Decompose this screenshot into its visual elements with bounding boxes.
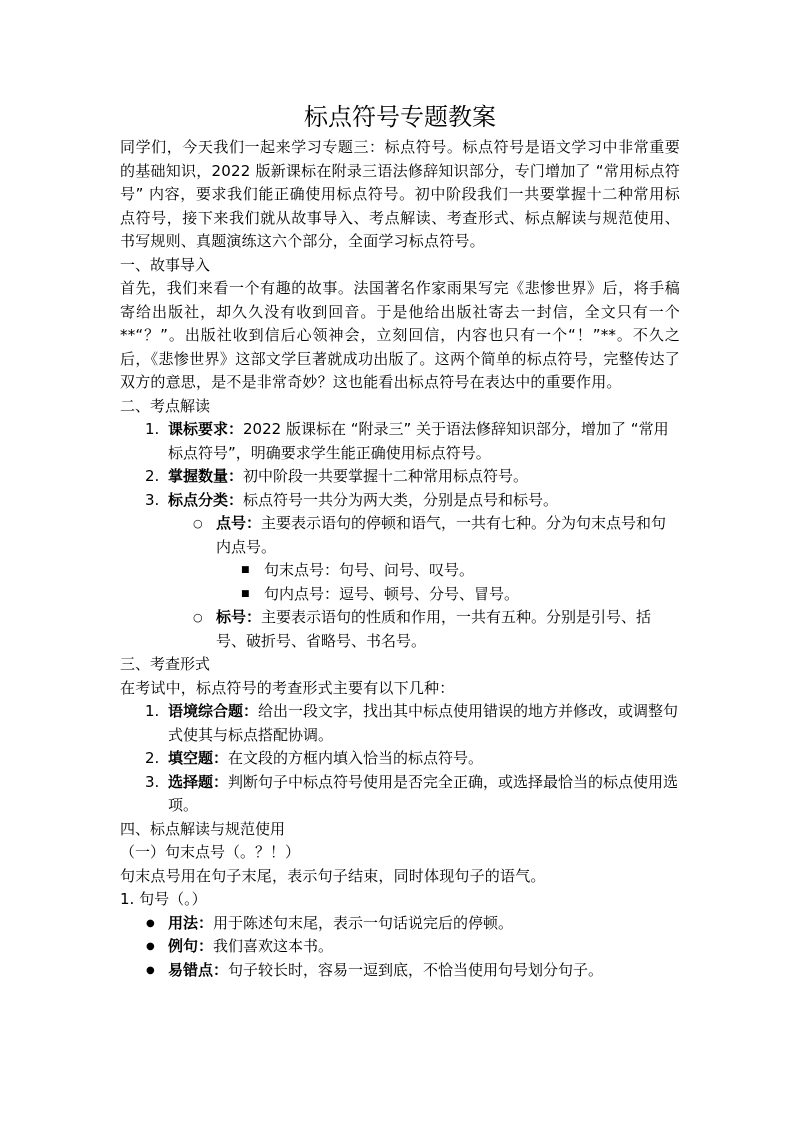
dot-bullet-icon: ● — [146, 917, 155, 929]
item-label: 用法： — [168, 913, 214, 932]
item-label: 易错点： — [168, 960, 229, 979]
item-text: 判断句子中标点符号使用是否完全正确，或选择最恰当的标点使用选项。 — [168, 772, 679, 814]
circle-bullet-icon: ○ — [193, 611, 203, 624]
item-text: 给出一段文字，找出其中标点使用错误的地方并修改，或调整句式使其与标点搭配协调。 — [168, 702, 679, 744]
item-label: 填空题： — [168, 749, 229, 767]
subsection-heading: （一）句末点号（。？！） — [120, 843, 301, 861]
item-text: 初中阶段一共要掌握十二种常用标点符号。 — [243, 467, 529, 485]
item-text: 句末点号：句号、问号、叹号。 — [264, 561, 475, 579]
item-title: 1. 句号（。） — [120, 890, 207, 908]
sub-sub-list-item — [120, 559, 680, 583]
item-label: 选择题： — [168, 772, 229, 791]
list-item — [120, 700, 680, 747]
item-label: 掌握数量： — [168, 467, 244, 485]
list-number: 3. — [145, 490, 160, 509]
item-text: 2022 版课标在 “附录三” 关于语法修辞知识部分，增加了 “常用标点符号”，明确要求学生能正确使用标点符号。 — [168, 420, 669, 462]
item-text: 主要表示语句的停顿和语气，一共有七种。分为句末点号和句内点号。 — [216, 514, 667, 556]
dot-bullet-icon: ● — [146, 941, 155, 952]
square-bullet-icon: ■ — [241, 588, 250, 599]
page-title: 标点符号专题教案 — [304, 103, 496, 131]
item-label: 课标要求： — [168, 420, 244, 438]
section-heading-exam-points: 二、考点解读 — [120, 396, 211, 415]
exam-forms-intro: 在考试中，标点符号的考查形式主要有以下几种： — [120, 678, 455, 697]
list-number: 2. — [145, 749, 160, 767]
list-item — [120, 747, 680, 771]
item-label: 语境综合题： — [168, 702, 259, 720]
square-bullet-icon: ■ — [241, 565, 250, 575]
circle-bullet-icon: ○ — [193, 517, 203, 530]
item-label: 标号： — [216, 608, 262, 626]
section-heading-story: 一、故事导入 — [120, 255, 211, 274]
document-page — [120, 100, 680, 982]
dot-bullet-icon: ● — [146, 964, 155, 976]
list-item — [120, 771, 680, 818]
item-text: 标点符号一共分为两大类，分别是点号和标号。 — [243, 490, 559, 509]
item-text: 主要表示语句的性质和作用，一共有五种。分别是引号、括号、破折号、省略号、书名号。 — [216, 608, 652, 650]
list-number: 1. — [145, 420, 160, 438]
item-text: 句子较长时，容易一逗到底，不恰当使用句号划分句子。 — [228, 960, 604, 979]
item-label: 点号： — [216, 514, 262, 532]
sub-list-item — [120, 606, 680, 653]
item-text: 在文段的方框内填入恰当的标点符号。 — [228, 749, 484, 767]
list-item — [120, 465, 680, 489]
list-number: 3. — [145, 772, 160, 791]
list-item — [120, 489, 680, 513]
section-heading-exam-forms: 三、考查形式 — [120, 655, 211, 673]
list-number: 2. — [145, 467, 160, 485]
bullet-item — [120, 959, 680, 983]
bullet-item — [120, 935, 680, 959]
sub-list-item — [120, 512, 680, 559]
item-label: 标点分类： — [168, 490, 244, 509]
section-heading-punctuation-usage: 四、标点解读与规范使用 — [120, 819, 286, 838]
list-number: 1. — [145, 702, 160, 720]
story-paragraph: 首先，我们来看一个有趣的故事。法国著名作家雨果写完《悲惨世界》后，将手稿寄给出版社，却久久没有收到回音。于是他给出版社寄去一封信，全文只有一个 **“？”。出版社收到信后心领神会，立刻回信，内容也只有一个“！”**。不久之后，《悲惨世界》这部文学巨著就成功出版了。这两个简单的标点符号，完整传达了双方的意思，是不是非常奇妙？这也能看出标点符号在表达中的重要作用。 — [120, 279, 680, 391]
intro-paragraph: 同学们，今天我们一起来学习专题三：标点符号。标点符号是语文学习中非常重要的基础知识，2022 版新课标在附录三语法修辞知识部分，专门增加了 “常用标点符号” 内容，要求我们能正确使用标点符号。初中阶段我们一共要掌握十二种常用标点符号，接下来我们就从故事导入、考点解读、考查形式、标点解读与规范使用、书写规则、真题演练这六个部分，全面学习标点符号。 — [120, 138, 680, 250]
list-item — [120, 418, 680, 465]
item-text: 我们喜欢这本书。 — [213, 937, 334, 955]
sub-sub-list-item — [120, 583, 680, 607]
item-text: 句内点号：逗号、顿号、分号、冒号。 — [264, 584, 520, 603]
item-text: 用于陈述句末尾，表示一句话说完后的停顿。 — [213, 913, 514, 932]
bullet-item — [120, 912, 680, 936]
item-label: 例句： — [168, 937, 214, 955]
subsection-intro: 句末点号用在句子末尾，表示句子结束，同时体现句子的语气。 — [120, 866, 546, 885]
